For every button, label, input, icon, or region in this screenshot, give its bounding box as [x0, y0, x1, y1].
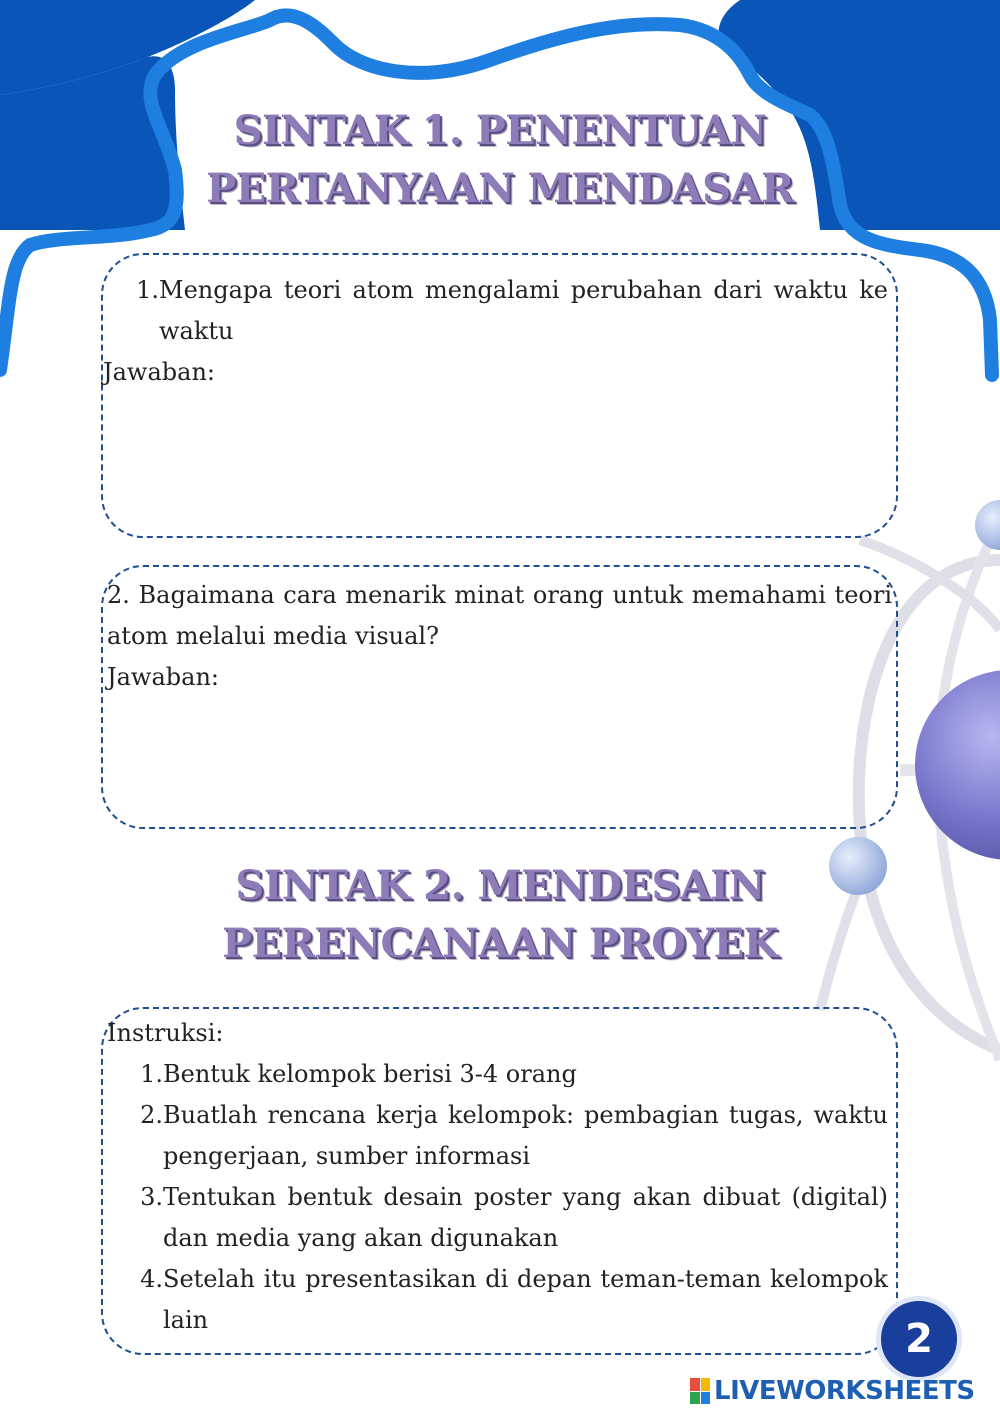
- question1-item: [103, 270, 892, 352]
- instruction-text: Buatlah rencana kerja kelompok: pembagian tugas, waktu pengerjaan, sumber informasi: [163, 1101, 888, 1170]
- instruction-number: 1.: [140, 1060, 163, 1088]
- instruction-item: [107, 1054, 892, 1095]
- question1-box: [101, 253, 898, 538]
- page-number-badge: [876, 1296, 962, 1382]
- section2-title-line2: PERENCANAAN PROYEK: [222, 920, 778, 967]
- section1-title-line2: PERTANYAAN MENDASAR: [206, 165, 794, 212]
- question2-text: 2. Bagaimana cara menarik minat orang untuk memahami teori atom melalui media visual?: [107, 581, 892, 650]
- instruction-item: [107, 1095, 892, 1177]
- question1-answer-label: Jawaban:: [103, 358, 215, 386]
- brand-name: LIVEWORKSHEETS: [714, 1376, 975, 1406]
- section2-title: [150, 857, 850, 973]
- question1-number: 1.: [136, 276, 159, 304]
- instruction-number: 4.: [140, 1265, 163, 1293]
- question1-answer-area[interactable]: [113, 380, 886, 521]
- section2-title-line1: SINTAK 2. MENDESAIN: [235, 862, 765, 909]
- question2-box: [101, 565, 898, 829]
- instruction-text: Bentuk kelompok berisi 3-4 orang: [163, 1060, 577, 1088]
- instruction-text: Tentukan bentuk desain poster yang akan dibuat (digital) dan media yang akan digunakan: [163, 1183, 888, 1252]
- question2-answer-area[interactable]: [113, 697, 886, 812]
- section1-title-line1: SINTAK 1. PENENTUAN: [233, 107, 767, 154]
- instruction-number: 2.: [140, 1101, 163, 1129]
- liveworksheets-brand[interactable]: [690, 1374, 975, 1408]
- instruction-item: [107, 1177, 892, 1259]
- instruction-number: 3.: [140, 1183, 163, 1211]
- instruction-item: [107, 1259, 892, 1341]
- liveworksheets-logo-icon: [690, 1378, 710, 1404]
- question2-answer-label: Jawaban:: [107, 663, 219, 691]
- section1-title: [150, 102, 850, 218]
- page-number: 2: [905, 1316, 933, 1362]
- instruction-text: Setelah itu presentasikan di depan teman-teman kelompok lain: [163, 1265, 888, 1334]
- instructions-box: [101, 1007, 898, 1355]
- instructions-label: Instruksi:: [107, 1019, 224, 1047]
- question1-text: Mengapa teori atom mengalami perubahan dari waktu ke waktu: [159, 276, 888, 345]
